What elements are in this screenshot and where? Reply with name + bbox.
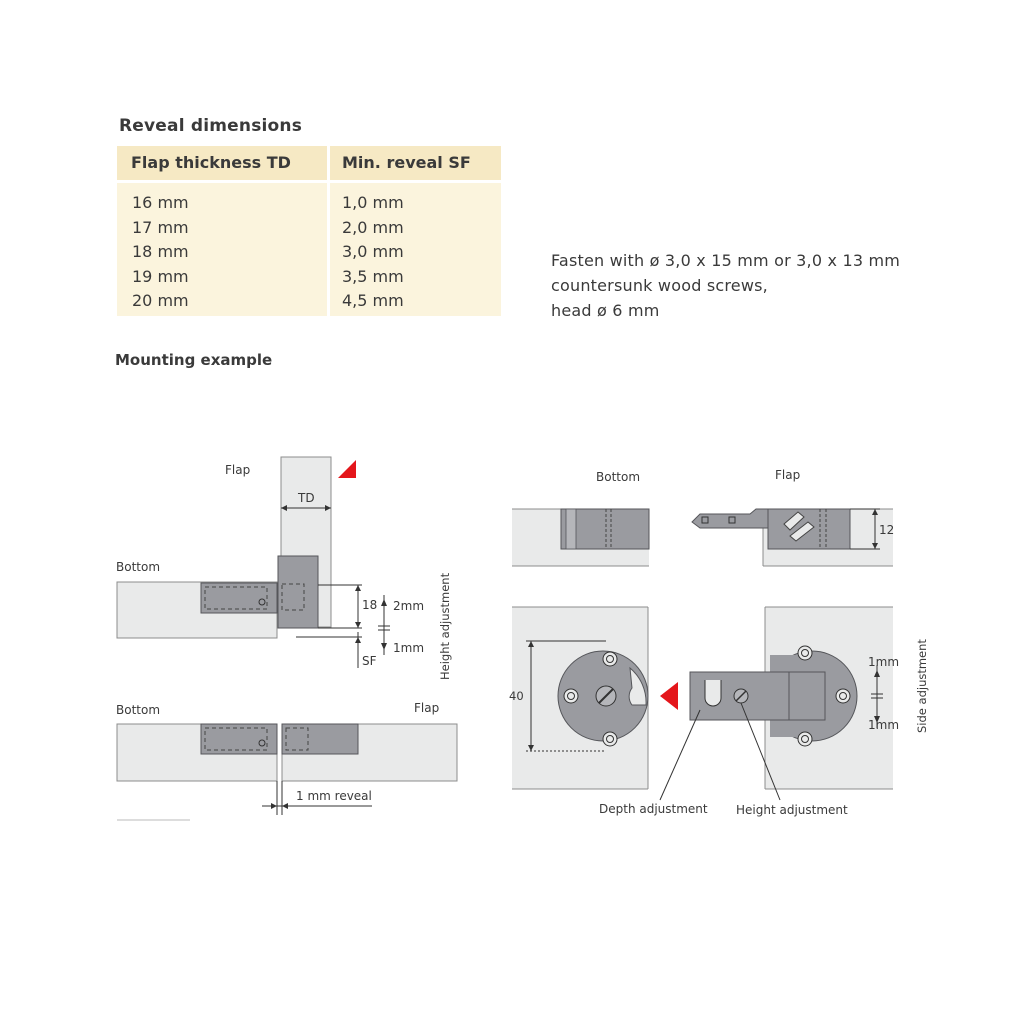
dim-2mm-label: 2mm — [393, 599, 425, 613]
dim-1mm-label: 1mm — [393, 641, 425, 655]
bottom-label: Bottom — [596, 470, 641, 484]
hinge-plate — [278, 556, 318, 628]
table-cell-sf: 3,0 mm — [342, 242, 404, 261]
reveal-dimensions-title: Reveal dimensions — [119, 116, 303, 136]
table-cell-sf: 2,0 mm — [342, 217, 404, 237]
fastening-note-line: Fasten with ø 3,0 x 15 mm or 3,0 x 13 mm — [551, 251, 901, 270]
flap-label: Flap — [414, 701, 440, 715]
mounting-example-title: Mounting example — [115, 351, 273, 369]
fastening-note-line: head ø 6 mm — [551, 301, 660, 320]
side-adjustment-vertical-label: Side adjustment — [915, 639, 929, 733]
bottom-label: Bottom — [116, 560, 161, 574]
depth-adjustment-label: Depth adjustment — [599, 802, 708, 816]
red-marker-icon — [338, 460, 356, 478]
table-cell-td: 17 mm — [132, 217, 189, 237]
col-header-flap-thickness: Flap thickness TD — [131, 153, 291, 172]
dim-1mm-top-label: 1mm — [868, 655, 900, 669]
flap-label: Flap — [775, 468, 801, 482]
col-header-min-reveal: Min. reveal SF — [342, 153, 471, 172]
right-bottom-diagram — [512, 607, 893, 800]
right-top-diagram — [512, 509, 893, 566]
table-cell-sf: 4,5 mm — [342, 291, 404, 310]
reveal-label: 1 mm reveal — [296, 789, 372, 803]
left-bottom-diagram — [117, 724, 457, 815]
table-cell-td: 16 mm — [132, 193, 189, 212]
hinge-arm — [692, 509, 768, 528]
table-cell-td: 18 mm — [132, 242, 189, 261]
table-cell-td: 19 mm — [132, 266, 189, 286]
dim-40-label: 40 — [509, 689, 524, 703]
sf-dimension-label: SF — [362, 654, 377, 668]
dim-12-label: 12 — [879, 523, 895, 537]
table-cell-sf: 1,0 mm — [342, 193, 404, 212]
bottom-label: Bottom — [116, 703, 161, 717]
height-adjustment-label: Height adjustment — [736, 803, 848, 817]
flap-label: Flap — [225, 463, 251, 477]
table-cell-td: 20 mm — [132, 291, 189, 310]
dim-1mm-bottom-label: 1mm — [868, 718, 900, 732]
td-dimension-label: TD — [298, 491, 315, 505]
fastening-note-line: countersunk wood screws, — [551, 276, 768, 295]
dim-18-label: 18 — [362, 598, 378, 612]
height-adjustment-vertical-label: Height adjustment — [438, 572, 452, 680]
table-cell-sf: 3,5 mm — [342, 266, 404, 286]
red-marker-icon — [660, 682, 678, 710]
